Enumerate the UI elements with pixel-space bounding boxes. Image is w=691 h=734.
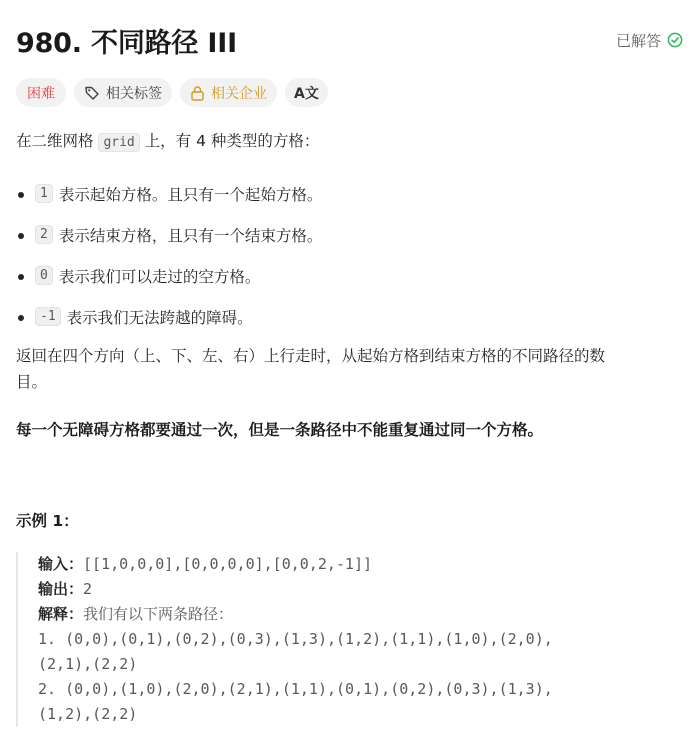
- topics-tag-label: 相关标签: [106, 85, 162, 102]
- solved-status: [616, 30, 683, 51]
- cell-code: 2: [35, 225, 53, 244]
- tag-icon: [84, 85, 100, 101]
- cell-desc: 表示我们可以走过的空方格。: [58, 267, 261, 286]
- lock-icon: [190, 85, 205, 101]
- path-2-line-1: 2. (0,0),(1,0),(2,0),(2,1),(1,1),(0,1),(0,2),(0,3),(1,3),: [38, 680, 553, 698]
- input-value: [[1,0,0,0],[0,0,0,0],[0,0,2,-1]]: [83, 555, 372, 573]
- cell-code: 0: [35, 266, 53, 285]
- companies-tag-button[interactable]: [180, 78, 277, 107]
- path-1-line-2: (2,1),(2,2): [38, 655, 138, 673]
- cell-type-list: [16, 173, 675, 337]
- list-item: [16, 173, 675, 214]
- check-circle-icon: [667, 32, 683, 48]
- list-item: [16, 214, 675, 255]
- topics-tag-button[interactable]: [74, 78, 172, 107]
- example-explain-row: [38, 602, 675, 627]
- problem-title: 980. 不同路径 III: [16, 27, 237, 59]
- output-value: 2: [83, 580, 93, 598]
- tag-bar: [16, 78, 328, 107]
- example-input-row: [38, 552, 675, 577]
- input-label: 输入：: [38, 555, 84, 573]
- cell-code: 1: [35, 184, 53, 203]
- cell-code: -1: [35, 307, 61, 326]
- return-line-1: 返回在四个方向（上、下、左、右）上行走时，从起始方格到结束方格的不同路径的数: [16, 347, 606, 365]
- path-1-line-1: 1. (0,0),(0,1),(0,2),(0,3),(1,3),(1,2),(1,1),(1,0),(2,0),: [38, 630, 553, 648]
- cell-desc: 表示结束方格，且只有一个结束方格。: [58, 226, 323, 245]
- example-heading: 示例 1：: [16, 512, 79, 530]
- intro-after: 上，有 4 种类型的方格：: [139, 132, 320, 150]
- difficulty-badge[interactable]: 困难: [16, 78, 66, 107]
- translate-button[interactable]: [285, 78, 328, 107]
- example-output-row: [38, 577, 675, 602]
- cell-desc: 表示起始方格。且只有一个起始方格。: [58, 185, 323, 204]
- title-row: [16, 18, 683, 62]
- companies-tag-label: 相关企业: [211, 85, 267, 102]
- intro-before: 在二维网格: [16, 132, 99, 150]
- cell-desc: 表示我们无法跨越的障碍。: [66, 308, 253, 327]
- path-2-line-2: (1,2),(2,2): [38, 705, 138, 723]
- grid-code: grid: [98, 133, 139, 152]
- list-item: [16, 255, 675, 296]
- list-item: [16, 296, 675, 337]
- return-paragraph: [16, 343, 675, 395]
- explain-text: 我们有以下两条路径：: [83, 605, 234, 623]
- intro-paragraph: [16, 128, 675, 156]
- return-line-2: 目。: [16, 373, 48, 391]
- translate-icon: A文: [294, 85, 319, 102]
- explain-label: 解释：: [38, 605, 84, 623]
- solved-label: 已解答: [615, 31, 661, 50]
- example-block: [16, 552, 675, 727]
- constraint-paragraph: 每一个无障碍方格都要通过一次，但是一条路径中不能重复通过同一个方格。: [16, 421, 544, 439]
- output-label: 输出：: [38, 580, 84, 598]
